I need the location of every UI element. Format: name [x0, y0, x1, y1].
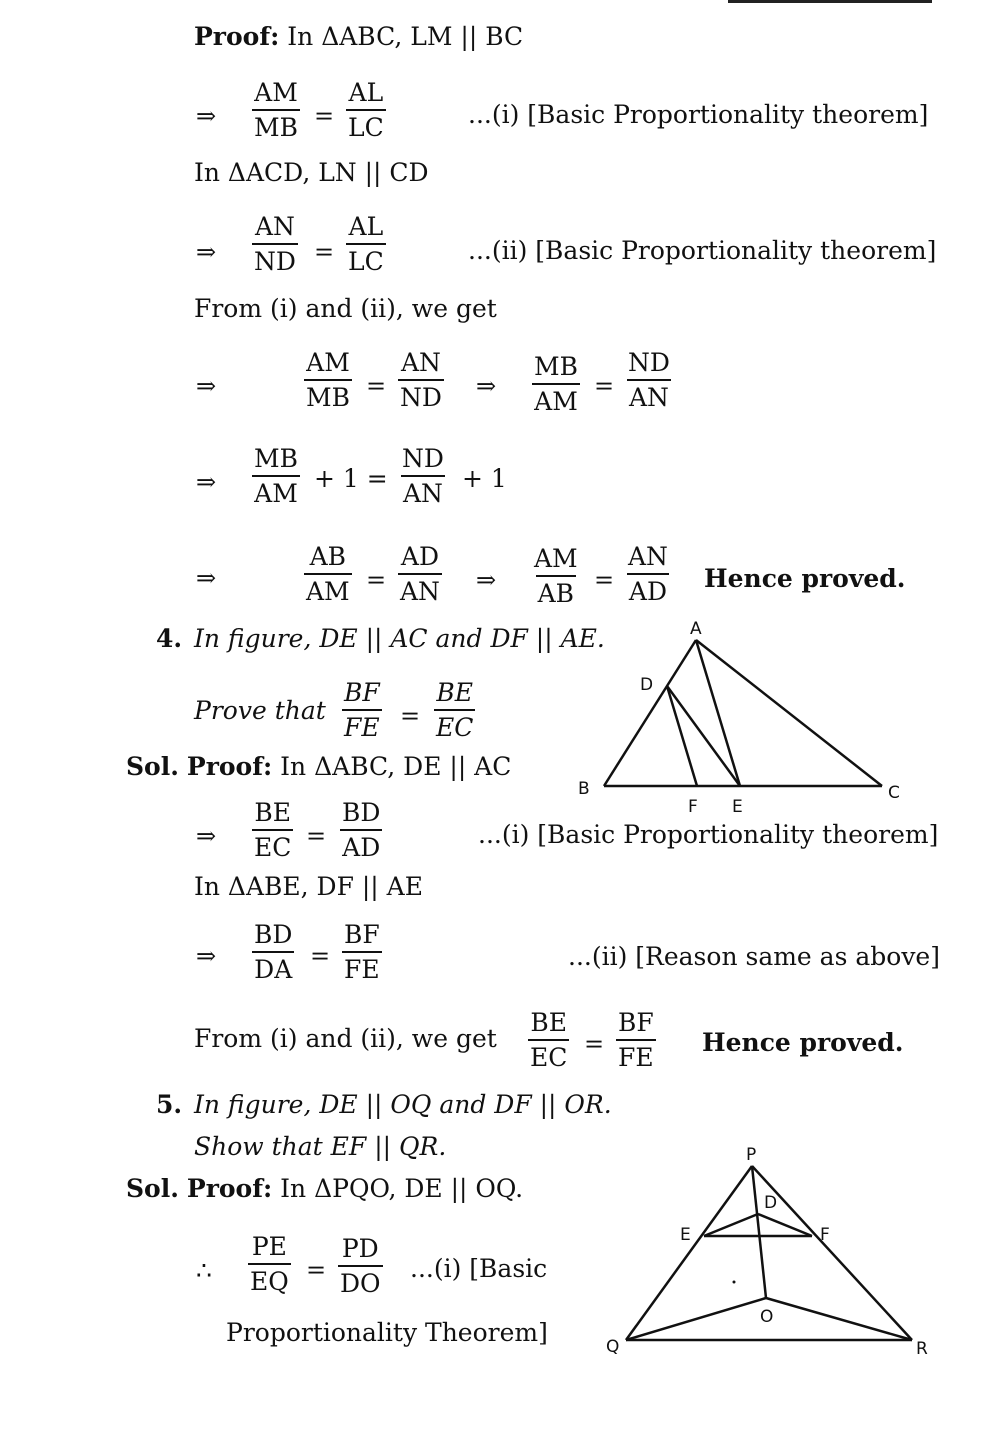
line-pq [626, 1166, 752, 1340]
proof-text: In ΔABC, DE || AC [280, 752, 512, 781]
denominator: MB [252, 109, 300, 140]
label-o: O [760, 1307, 774, 1327]
statement-line: From (i) and (ii), we get [194, 294, 497, 323]
numerator: BF [344, 920, 380, 949]
statement-line: In ΔACD, LN || CD [194, 158, 429, 187]
denominator: AM [532, 383, 580, 414]
proof-label: Proof: [186, 1174, 273, 1203]
denominator: AN [398, 573, 442, 604]
equals-sign: = [400, 702, 421, 730]
line-df [667, 686, 697, 786]
sol-label: Sol. [126, 752, 179, 781]
numerator: MB [254, 444, 298, 473]
equals-sign: = [366, 372, 387, 400]
numerator: BF [618, 1008, 654, 1037]
numerator: BE [530, 1008, 567, 1037]
numerator: MB [534, 352, 578, 381]
line-ba [604, 640, 696, 786]
denominator: LC [346, 109, 386, 140]
reason-text: ...(i) [Basic Proportionality theorem] [468, 100, 929, 129]
label-f: F [820, 1225, 830, 1245]
implies-symbol: ⇒ [196, 942, 217, 970]
numerator: AN [400, 348, 441, 377]
label-d: D [764, 1193, 778, 1213]
line-df [758, 1214, 812, 1236]
plus-one: + 1 = [314, 464, 388, 493]
denominator: EC [528, 1039, 569, 1070]
implies-symbol: ⇒ [476, 372, 497, 400]
denominator: AM [304, 573, 352, 604]
label-c: C [888, 783, 900, 803]
implies-symbol: ⇒ [196, 238, 217, 266]
numerator: AL [348, 78, 384, 107]
numerator: PE [251, 1232, 287, 1261]
equals-sign: = [594, 372, 615, 400]
therefore-symbol: ∴ [196, 1256, 212, 1285]
label-e: E [732, 797, 743, 817]
denominator: EC [434, 709, 475, 740]
implies-symbol: ⇒ [196, 372, 217, 400]
numerator: AB [309, 542, 347, 571]
implies-symbol: ⇒ [196, 102, 217, 130]
denominator: AD [627, 573, 669, 604]
numerator: AM [306, 348, 350, 377]
numerator: AN [254, 212, 295, 241]
question-number: 4. [156, 624, 183, 653]
proof-label: Proof: [186, 752, 273, 781]
denominator: FE [342, 951, 382, 982]
proof-text: In ΔABC, LM || BC [287, 22, 524, 51]
numerator: ND [628, 348, 670, 377]
denominator: ND [398, 379, 444, 410]
line-ae [696, 640, 740, 786]
equals-sign: = [584, 1030, 605, 1058]
denominator: EQ [248, 1263, 291, 1294]
hence-proved: Hence proved. [704, 564, 906, 593]
dot-mark [733, 1281, 736, 1284]
numerator: BE [254, 798, 291, 827]
reason-text: ...(ii) [Reason same as above] [568, 942, 940, 971]
proof-label: Proof: [194, 22, 280, 51]
label-a: A [690, 619, 702, 639]
denominator: AD [340, 829, 382, 860]
label-q: Q [606, 1337, 620, 1357]
implies-symbol: ⇒ [196, 468, 217, 496]
reason-text: ...(i) [Basic Proportionality theorem] [478, 820, 939, 849]
denominator: LC [346, 243, 386, 274]
reason-text: ...(ii) [Basic Proportionality theorem] [468, 236, 937, 265]
numerator: AD [400, 542, 440, 571]
label-e: E [680, 1225, 691, 1245]
equals-sign: = [310, 942, 331, 970]
statement-line: From (i) and (ii), we get [194, 1024, 497, 1053]
label-d: D [640, 675, 654, 695]
question-statement: In figure, DE || OQ and DF || OR. [194, 1090, 612, 1119]
line-po [752, 1166, 766, 1298]
line-ro [766, 1298, 912, 1340]
numerator: AN [628, 542, 668, 571]
fraction [248, 1234, 291, 1294]
label-b: B [578, 779, 590, 799]
numerator: BE [436, 678, 473, 707]
denominator: AN [627, 379, 671, 410]
implies-symbol: ⇒ [196, 564, 217, 592]
denominator: DA [252, 951, 294, 982]
denominator: MB [304, 379, 352, 410]
denominator: ND [252, 243, 298, 274]
numerator: PD [341, 1234, 379, 1263]
proof-text: In ΔPQO, DE || OQ. [280, 1174, 524, 1203]
reason-text: ...(i) [Basic [410, 1254, 548, 1283]
numerator: BD [254, 920, 293, 949]
prove-label: Prove that [194, 696, 326, 725]
denominator: AN [401, 475, 445, 506]
plus-one: + 1 [462, 464, 507, 493]
numerator: AM [534, 544, 578, 573]
denominator: AM [252, 475, 300, 506]
equals-sign: = [314, 238, 335, 266]
statement-line: In ΔABE, DF || AE [194, 872, 423, 901]
question-statement: Show that EF || QR. [194, 1132, 447, 1161]
numerator: ND [402, 444, 444, 473]
label-p: P [746, 1145, 757, 1165]
line-de [667, 686, 740, 786]
equals-sign: = [306, 822, 327, 850]
numerator: BF [344, 678, 380, 707]
denominator: EC [252, 829, 293, 860]
label-r: R [916, 1339, 928, 1359]
denominator: AB [536, 575, 576, 606]
question-number: 5. [156, 1090, 183, 1119]
numerator: AM [254, 78, 298, 107]
numerator: AL [348, 212, 384, 241]
question-statement: In figure, DE || AC and DF || AE. [194, 624, 605, 653]
denominator: DO [338, 1265, 383, 1296]
equals-sign: = [306, 1256, 327, 1284]
sol-label: Sol. [126, 1174, 179, 1203]
hence-proved: Hence proved. [702, 1028, 904, 1057]
implies-symbol: ⇒ [476, 566, 497, 594]
equals-sign: = [366, 566, 387, 594]
label-f: F [688, 797, 698, 817]
line-de [704, 1214, 758, 1236]
reason-text-continued: Proportionality Theorem] [226, 1318, 548, 1347]
equals-sign: = [314, 102, 335, 130]
line-qo [626, 1298, 766, 1340]
fraction [338, 1236, 383, 1296]
solution-intro [126, 1176, 523, 1201]
numerator: BD [342, 798, 381, 827]
equals-sign: = [594, 566, 615, 594]
denominator: FE [342, 709, 382, 740]
denominator: FE [616, 1039, 656, 1070]
implies-symbol: ⇒ [196, 822, 217, 850]
